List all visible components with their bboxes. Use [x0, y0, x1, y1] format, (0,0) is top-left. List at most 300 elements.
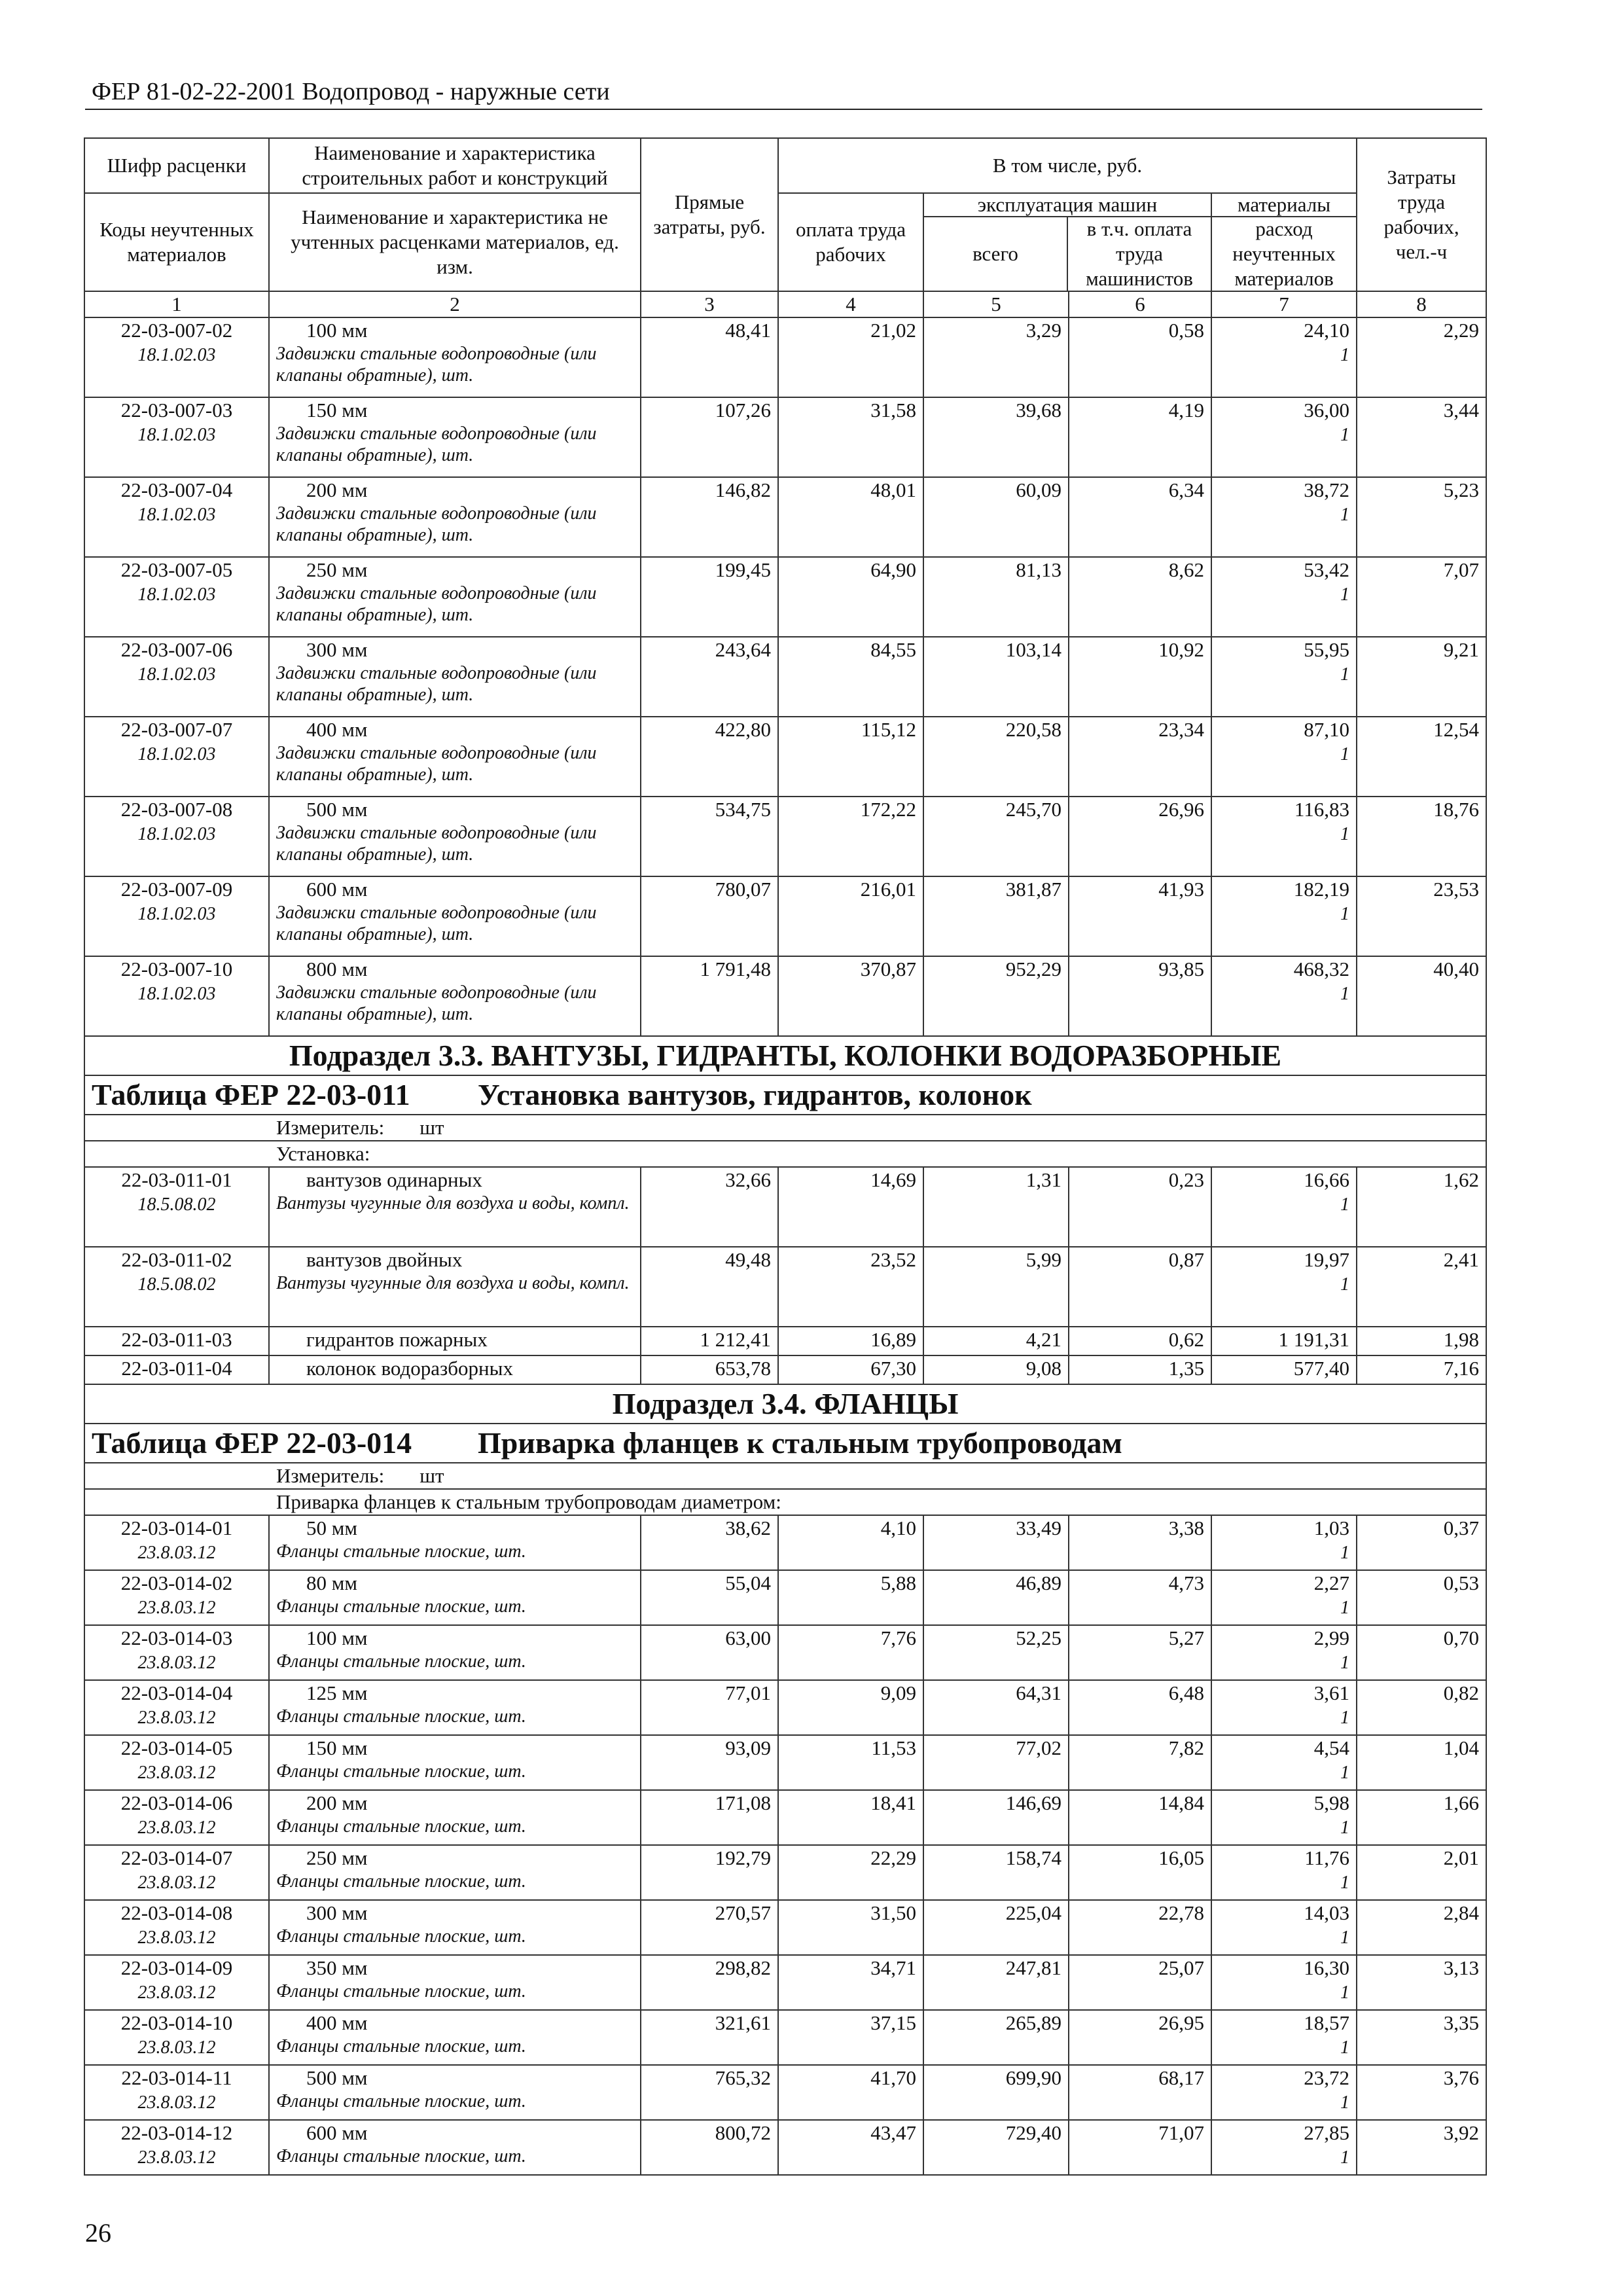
labor-pay: 16,89: [870, 1328, 916, 1351]
labor-pay-cell: [778, 1355, 923, 1384]
material-consumption: 1: [1340, 1274, 1350, 1295]
work-name: 350 мм: [306, 1956, 368, 1979]
materials-cost: 16,66: [1304, 1168, 1350, 1191]
machines-total: 103,14: [1005, 638, 1061, 661]
material-name: Фланцы стальные плоские, шт.: [276, 1541, 526, 1562]
labor-pay-cell: [778, 1845, 923, 1900]
labor-pay: 41,70: [870, 2066, 916, 2089]
direct-cost: 49,48: [725, 1248, 771, 1271]
materials-cell: [1211, 2010, 1357, 2065]
machines-total-cell: [923, 1515, 1069, 1570]
work-name-cell: [269, 637, 641, 717]
rate-code: 22-03-014-01: [120, 1516, 233, 1539]
machinist-pay: 7,82: [1168, 1736, 1204, 1759]
machinist-pay: 0,62: [1168, 1328, 1204, 1351]
machinist-pay-cell: [1069, 797, 1211, 876]
machinist-pay: 14,84: [1158, 1791, 1204, 1814]
machinist-pay: 25,07: [1158, 1956, 1204, 1979]
rate-code: 22-03-011-01: [121, 1168, 232, 1191]
work-name-cell: [269, 1680, 641, 1735]
material-consumption: 1: [1340, 1873, 1350, 1893]
material-consumption: 1: [1340, 1543, 1350, 1563]
rate-code-cell: [84, 1327, 269, 1355]
machinist-pay: 16,05: [1158, 1846, 1204, 1869]
labor-pay: 84,55: [870, 638, 916, 661]
material-consumption: 1: [1340, 984, 1350, 1004]
labor-hours: 5,23: [1443, 478, 1480, 501]
work-name-cell: [269, 477, 641, 557]
rate-code: 22-03-011-03: [121, 1328, 232, 1351]
machines-total-cell: [923, 956, 1069, 1036]
rate-code: 22-03-007-05: [120, 558, 233, 581]
material-name: Вантузы чугунные для воздуха и воды, компл.: [276, 1273, 630, 1293]
machines-total: 46,89: [1016, 1571, 1061, 1594]
material-name: Задвижки стальные водопроводные (или клапаны обратные), шт.: [276, 663, 597, 705]
rate-code-cell: [84, 1900, 269, 1955]
table-title: [84, 1424, 1486, 1463]
materials-cost: 116,83: [1294, 798, 1350, 821]
labor-pay-cell: [778, 1790, 923, 1845]
direct-cost-cell: [641, 956, 778, 1036]
rate-code: 22-03-007-09: [120, 878, 233, 901]
machines-total: 81,13: [1016, 558, 1061, 581]
work-name-cell: [269, 557, 641, 637]
labor-pay: 216,01: [860, 878, 916, 901]
labor-pay-cell: [778, 1327, 923, 1355]
rate-code: 22-03-007-03: [120, 399, 233, 422]
labor-hours-cell: [1357, 1900, 1486, 1955]
material-name: Задвижки стальные водопроводные (или клапаны обратные), шт.: [276, 503, 597, 545]
work-name: 800 мм: [306, 958, 368, 980]
direct-cost: 243,64: [715, 638, 771, 661]
machinist-pay: 1,35: [1168, 1357, 1204, 1380]
work-name: гидрантов пожарных: [306, 1328, 488, 1351]
machines-total-cell: [923, 1955, 1069, 2010]
material-consumption: 1: [1340, 1194, 1350, 1215]
materials-cost: 38,72: [1304, 478, 1350, 501]
labor-hours-cell: [1357, 1570, 1486, 1625]
measure-label: Измеритель:: [276, 1116, 385, 1139]
direct-cost: 765,32: [715, 2066, 771, 2089]
labor-hours-cell: [1357, 1680, 1486, 1735]
material-code: 23.8.03.12: [137, 1818, 216, 1838]
materials-cell: [1211, 1327, 1357, 1355]
table-row: [84, 797, 1486, 876]
work-name: 200 мм: [306, 1791, 368, 1814]
table-id: Таблица ФЕР 22-03-011: [92, 1078, 410, 1111]
work-name: 500 мм: [306, 798, 368, 821]
material-code: 18.1.02.03: [137, 664, 216, 685]
page-header: ФЕР 81-02-22-2001 Водопровод - наружные сети: [92, 78, 610, 105]
material-code: 18.1.02.03: [137, 584, 216, 605]
machines-total-cell: [923, 477, 1069, 557]
labor-hours-cell: [1357, 2065, 1486, 2120]
material-name: Задвижки стальные водопроводные (или клапаны обратные), шт.: [276, 743, 597, 785]
materials-cell: [1211, 1247, 1357, 1327]
rate-code: 22-03-014-10: [120, 2011, 233, 2034]
machinist-pay-cell: [1069, 1845, 1211, 1900]
rate-code: 22-03-014-07: [120, 1846, 233, 1869]
material-code: 18.1.02.03: [137, 984, 216, 1004]
rate-code: 22-03-014-06: [120, 1791, 233, 1814]
direct-cost-cell: [641, 1680, 778, 1735]
machines-total-cell: [923, 1625, 1069, 1680]
machinist-pay: 22,78: [1158, 1901, 1204, 1924]
labor-pay: 23,52: [870, 1248, 916, 1271]
table-row: [84, 1845, 1486, 1900]
material-name: Задвижки стальные водопроводные (или клапаны обратные), шт.: [276, 423, 597, 465]
machinist-pay-cell: [1069, 1955, 1211, 2010]
table-row: [84, 1625, 1486, 1680]
col-header-labor-pay: оплата труда рабочих: [778, 193, 923, 291]
work-name: 300 мм: [306, 638, 368, 661]
col-number: 4: [778, 291, 923, 317]
rate-code: 22-03-014-12: [120, 2121, 233, 2144]
direct-cost-cell: [641, 717, 778, 797]
material-code: 23.8.03.12: [137, 1982, 216, 2003]
material-consumption: 1: [1340, 1708, 1350, 1728]
material-consumption: 1: [1340, 505, 1350, 525]
materials-cost: 3,61: [1313, 1681, 1350, 1704]
labor-pay: 11,53: [871, 1736, 916, 1759]
labor-pay-cell: [778, 1247, 923, 1327]
work-name-cell: [269, 1515, 641, 1570]
machines-total: 52,25: [1016, 1626, 1061, 1649]
work-name: 100 мм: [306, 319, 368, 342]
work-name-cell: [269, 1355, 641, 1384]
labor-hours-cell: [1357, 876, 1486, 956]
work-name-cell: [269, 1247, 641, 1327]
materials-cost: 14,03: [1304, 1901, 1350, 1924]
direct-cost-cell: [641, 1327, 778, 1355]
table-row: [84, 1570, 1486, 1625]
labor-hours: 3,92: [1443, 2121, 1480, 2144]
col-number: 3: [641, 291, 778, 317]
labor-pay: 4,10: [880, 1516, 916, 1539]
material-name: Задвижки стальные водопроводные (или клапаны обратные), шт.: [276, 583, 597, 625]
machines-total-cell: [923, 1570, 1069, 1625]
table-row: [84, 1790, 1486, 1845]
work-name-cell: [269, 1790, 641, 1845]
labor-pay: 37,15: [870, 2011, 916, 2034]
table-id: Таблица ФЕР 22-03-014: [92, 1426, 412, 1460]
direct-cost-cell: [641, 1955, 778, 2010]
material-code: 18.5.08.02: [137, 1194, 216, 1215]
table-row: [84, 1515, 1486, 1570]
rate-code-cell: [84, 1625, 269, 1680]
material-consumption: 1: [1340, 1928, 1350, 1948]
table-title: [84, 1075, 1486, 1115]
material-name: Вантузы чугунные для воздуха и воды, компл.: [276, 1193, 630, 1213]
labor-pay: 7,76: [880, 1626, 916, 1649]
machinist-pay-cell: [1069, 1570, 1211, 1625]
labor-pay-cell: [778, 2065, 923, 2120]
work-name-cell: [269, 2010, 641, 2065]
direct-cost: 38,62: [725, 1516, 771, 1539]
labor-pay-cell: [778, 1570, 923, 1625]
materials-cell: [1211, 797, 1357, 876]
material-consumption: 1: [1340, 584, 1350, 605]
machinist-pay: 6,34: [1168, 478, 1204, 501]
materials-cell: [1211, 2120, 1357, 2175]
labor-pay: 48,01: [870, 478, 916, 501]
measure-value: шт: [419, 1464, 444, 1487]
rate-code: 22-03-007-07: [120, 718, 233, 741]
materials-cost: 87,10: [1304, 718, 1350, 741]
machines-total-cell: [923, 717, 1069, 797]
machines-total: 60,09: [1016, 478, 1061, 501]
materials-cell: [1211, 876, 1357, 956]
machines-total: 247,81: [1005, 1956, 1061, 1979]
rate-code-cell: [84, 956, 269, 1036]
rate-code-cell: [84, 1167, 269, 1247]
materials-cell: [1211, 1955, 1357, 2010]
material-consumption: 1: [1340, 345, 1350, 365]
col-header-mach-total: всего: [924, 217, 1068, 291]
labor-hours: 0,53: [1443, 1571, 1480, 1594]
material-consumption: 1: [1340, 2037, 1350, 2058]
machines-total-cell: [923, 2120, 1069, 2175]
material-consumption: 1: [1340, 2092, 1350, 2113]
rate-code: 22-03-007-06: [120, 638, 233, 661]
material-code: 23.8.03.12: [137, 2092, 216, 2113]
machinist-pay: 4,73: [1168, 1571, 1204, 1594]
materials-cost: 27,85: [1304, 2121, 1350, 2144]
labor-hours: 7,16: [1443, 1357, 1480, 1380]
col-header-code2: Коды неучтенных материалов: [84, 193, 269, 291]
direct-cost-cell: [641, 557, 778, 637]
rate-code: 22-03-014-11: [121, 2066, 232, 2089]
machinist-pay-cell: [1069, 956, 1211, 1036]
labor-hours: 0,70: [1443, 1626, 1480, 1649]
work-name-cell: [269, 1167, 641, 1247]
machinist-pay-cell: [1069, 637, 1211, 717]
materials-cost: 11,76: [1304, 1846, 1350, 1869]
work-name: 600 мм: [306, 2121, 368, 2144]
machinist-pay-cell: [1069, 397, 1211, 477]
machines-total-cell: [923, 1167, 1069, 1247]
rate-code: 22-03-007-02: [120, 319, 233, 342]
material-consumption: 1: [1340, 2147, 1350, 2168]
machinist-pay: 8,62: [1168, 558, 1204, 581]
machinist-pay: 4,19: [1168, 399, 1204, 422]
machines-total: 77,02: [1016, 1736, 1061, 1759]
labor-hours: 3,35: [1443, 2011, 1480, 2034]
materials-cell: [1211, 1680, 1357, 1735]
labor-pay: 31,50: [870, 1901, 916, 1924]
labor-pay: 31,58: [870, 399, 916, 422]
rate-code: 22-03-014-02: [120, 1571, 233, 1594]
machines-total-cell: [923, 1735, 1069, 1790]
rate-code: 22-03-007-10: [120, 958, 233, 980]
labor-pay-cell: [778, 1955, 923, 2010]
table-row: [84, 557, 1486, 637]
rate-code: 22-03-014-09: [120, 1956, 233, 1979]
materials-cell: [1211, 1845, 1357, 1900]
machines-total-cell: [923, 1900, 1069, 1955]
labor-pay-cell: [778, 1735, 923, 1790]
material-consumption: 1: [1340, 1982, 1350, 2003]
direct-cost: 653,78: [715, 1357, 771, 1380]
rate-code-cell: [84, 637, 269, 717]
table-row: [84, 1900, 1486, 1955]
labor-pay: 64,90: [870, 558, 916, 581]
rate-code-cell: [84, 1355, 269, 1384]
work-name-cell: [269, 1735, 641, 1790]
machines-total: 245,70: [1005, 798, 1061, 821]
col-header-code: Шифр расценки: [84, 138, 269, 193]
work-name-cell: [269, 1570, 641, 1625]
work-name-cell: [269, 717, 641, 797]
direct-cost-cell: [641, 797, 778, 876]
machines-total-cell: [923, 317, 1069, 397]
machinist-pay: 26,96: [1158, 798, 1204, 821]
labor-hours-cell: [1357, 797, 1486, 876]
machinist-pay-cell: [1069, 2120, 1211, 2175]
material-code: 23.8.03.12: [137, 1653, 216, 1673]
labor-pay-cell: [778, 2120, 923, 2175]
labor-pay: 9,09: [880, 1681, 916, 1704]
material-code: 18.1.02.03: [137, 425, 216, 445]
machines-total: 952,29: [1005, 958, 1061, 980]
labor-hours-cell: [1357, 1327, 1486, 1355]
material-consumption: 1: [1340, 1653, 1350, 1673]
work-type-row: [84, 1141, 1486, 1167]
labor-hours-cell: [1357, 1625, 1486, 1680]
rate-code-cell: [84, 876, 269, 956]
work-name: 400 мм: [306, 718, 368, 741]
work-name-cell: [269, 1900, 641, 1955]
direct-cost-cell: [641, 1515, 778, 1570]
labor-hours: 2,84: [1443, 1901, 1480, 1924]
measure-row: [84, 1463, 1486, 1489]
material-code: 23.8.03.12: [137, 2037, 216, 2058]
labor-pay-cell: [778, 637, 923, 717]
material-code: 18.1.02.03: [137, 824, 216, 844]
labor-pay: 14,69: [870, 1168, 916, 1191]
labor-hours: 3,76: [1443, 2066, 1480, 2089]
material-code: 18.1.02.03: [137, 904, 216, 924]
direct-cost-cell: [641, 477, 778, 557]
work-name: 80 мм: [306, 1571, 357, 1594]
work-name: 100 мм: [306, 1626, 368, 1649]
labor-hours: 2,01: [1443, 1846, 1480, 1869]
machinist-pay-cell: [1069, 1900, 1211, 1955]
page-number: 26: [85, 2218, 111, 2248]
col-header-mach-labor: в т.ч. оплата труда машинистов: [1086, 217, 1193, 290]
direct-cost: 171,08: [715, 1791, 771, 1814]
work-name-cell: [269, 397, 641, 477]
labor-pay: 18,41: [870, 1791, 916, 1814]
col-number: 8: [1357, 291, 1486, 317]
rate-code: 22-03-014-04: [120, 1681, 233, 1704]
materials-cost: 2,99: [1313, 1626, 1350, 1649]
machines-total-cell: [923, 1355, 1069, 1384]
section-heading-row: [84, 1036, 1486, 1075]
table-row: [84, 1167, 1486, 1247]
labor-pay-cell: [778, 1625, 923, 1680]
direct-cost-cell: [641, 2120, 778, 2175]
direct-cost: 55,04: [725, 1571, 771, 1594]
section-heading: Подраздел 3.4. ФЛАНЦЫ: [84, 1384, 1486, 1424]
table-row: [84, 2065, 1486, 2120]
labor-pay: 115,12: [861, 718, 916, 741]
machines-total-cell: [923, 1790, 1069, 1845]
direct-cost-cell: [641, 637, 778, 717]
machinist-pay: 71,07: [1158, 2121, 1204, 2144]
machinist-pay: 3,38: [1168, 1516, 1204, 1539]
machines-total: 225,04: [1005, 1901, 1061, 1924]
machinist-pay-cell: [1069, 1167, 1211, 1247]
material-name: Задвижки стальные водопроводные (или клапаны обратные), шт.: [276, 982, 597, 1024]
labor-pay: 43,47: [870, 2121, 916, 2144]
labor-hours-cell: [1357, 1955, 1486, 2010]
work-name-cell: [269, 876, 641, 956]
work-name: вантузов двойных: [306, 1248, 463, 1271]
measure-unit: [84, 1463, 1486, 1489]
direct-cost: 422,80: [715, 718, 771, 741]
material-consumption: 1: [1340, 1818, 1350, 1838]
direct-cost: 146,82: [715, 478, 771, 501]
machines-total: 146,69: [1005, 1791, 1061, 1814]
table-title-row: [84, 1075, 1486, 1115]
machines-total: 4,21: [1026, 1328, 1061, 1351]
materials-cost: 53,42: [1304, 558, 1350, 581]
work-type: Установка:: [84, 1141, 1486, 1167]
labor-hours-cell: [1357, 1845, 1486, 1900]
col-header-mat-cons: расход неучтенных материалов: [1232, 217, 1336, 290]
table-name: Приварка фланцев к стальным трубопроводам: [478, 1426, 1122, 1460]
labor-hours-cell: [1357, 477, 1486, 557]
labor-hours: 1,62: [1443, 1168, 1480, 1191]
labor-hours-cell: [1357, 1790, 1486, 1845]
material-code: 23.8.03.12: [137, 1708, 216, 1728]
work-name-cell: [269, 1327, 641, 1355]
direct-cost: 48,41: [725, 319, 771, 342]
materials-cell: [1211, 1515, 1357, 1570]
machines-total: 158,74: [1005, 1846, 1061, 1869]
rate-code-cell: [84, 2120, 269, 2175]
machines-total: 220,58: [1005, 718, 1061, 741]
material-name: Фланцы стальные плоские, шт.: [276, 2146, 526, 2166]
work-name: 250 мм: [306, 558, 368, 581]
machinist-pay: 0,87: [1168, 1248, 1204, 1271]
col-header-name2: Наименование и характеристика не учтенных расценками материалов, ед. изм.: [269, 193, 641, 291]
rate-code-cell: [84, 1790, 269, 1845]
materials-cost: 1,03: [1313, 1516, 1350, 1539]
machines-total-cell: [923, 1845, 1069, 1900]
work-name-cell: [269, 1625, 641, 1680]
direct-cost-cell: [641, 2010, 778, 2065]
work-name-cell: [269, 2065, 641, 2120]
rate-code-cell: [84, 1735, 269, 1790]
machines-total: 39,68: [1016, 399, 1061, 422]
materials-cost: 19,97: [1304, 1248, 1350, 1271]
material-name: Фланцы стальные плоские, шт.: [276, 1706, 526, 1727]
labor-hours-cell: [1357, 1735, 1486, 1790]
labor-hours-cell: [1357, 2010, 1486, 2065]
labor-hours: 1,04: [1443, 1736, 1480, 1759]
machinist-pay-cell: [1069, 1735, 1211, 1790]
work-name: колонок водоразборных: [306, 1357, 513, 1380]
direct-cost-cell: [641, 2065, 778, 2120]
machines-total: 3,29: [1026, 319, 1061, 342]
direct-cost-cell: [641, 1247, 778, 1327]
work-name: 150 мм: [306, 399, 368, 422]
measure-unit: [84, 1115, 1486, 1141]
header-rule: [85, 109, 1482, 110]
labor-hours-cell: [1357, 2120, 1486, 2175]
